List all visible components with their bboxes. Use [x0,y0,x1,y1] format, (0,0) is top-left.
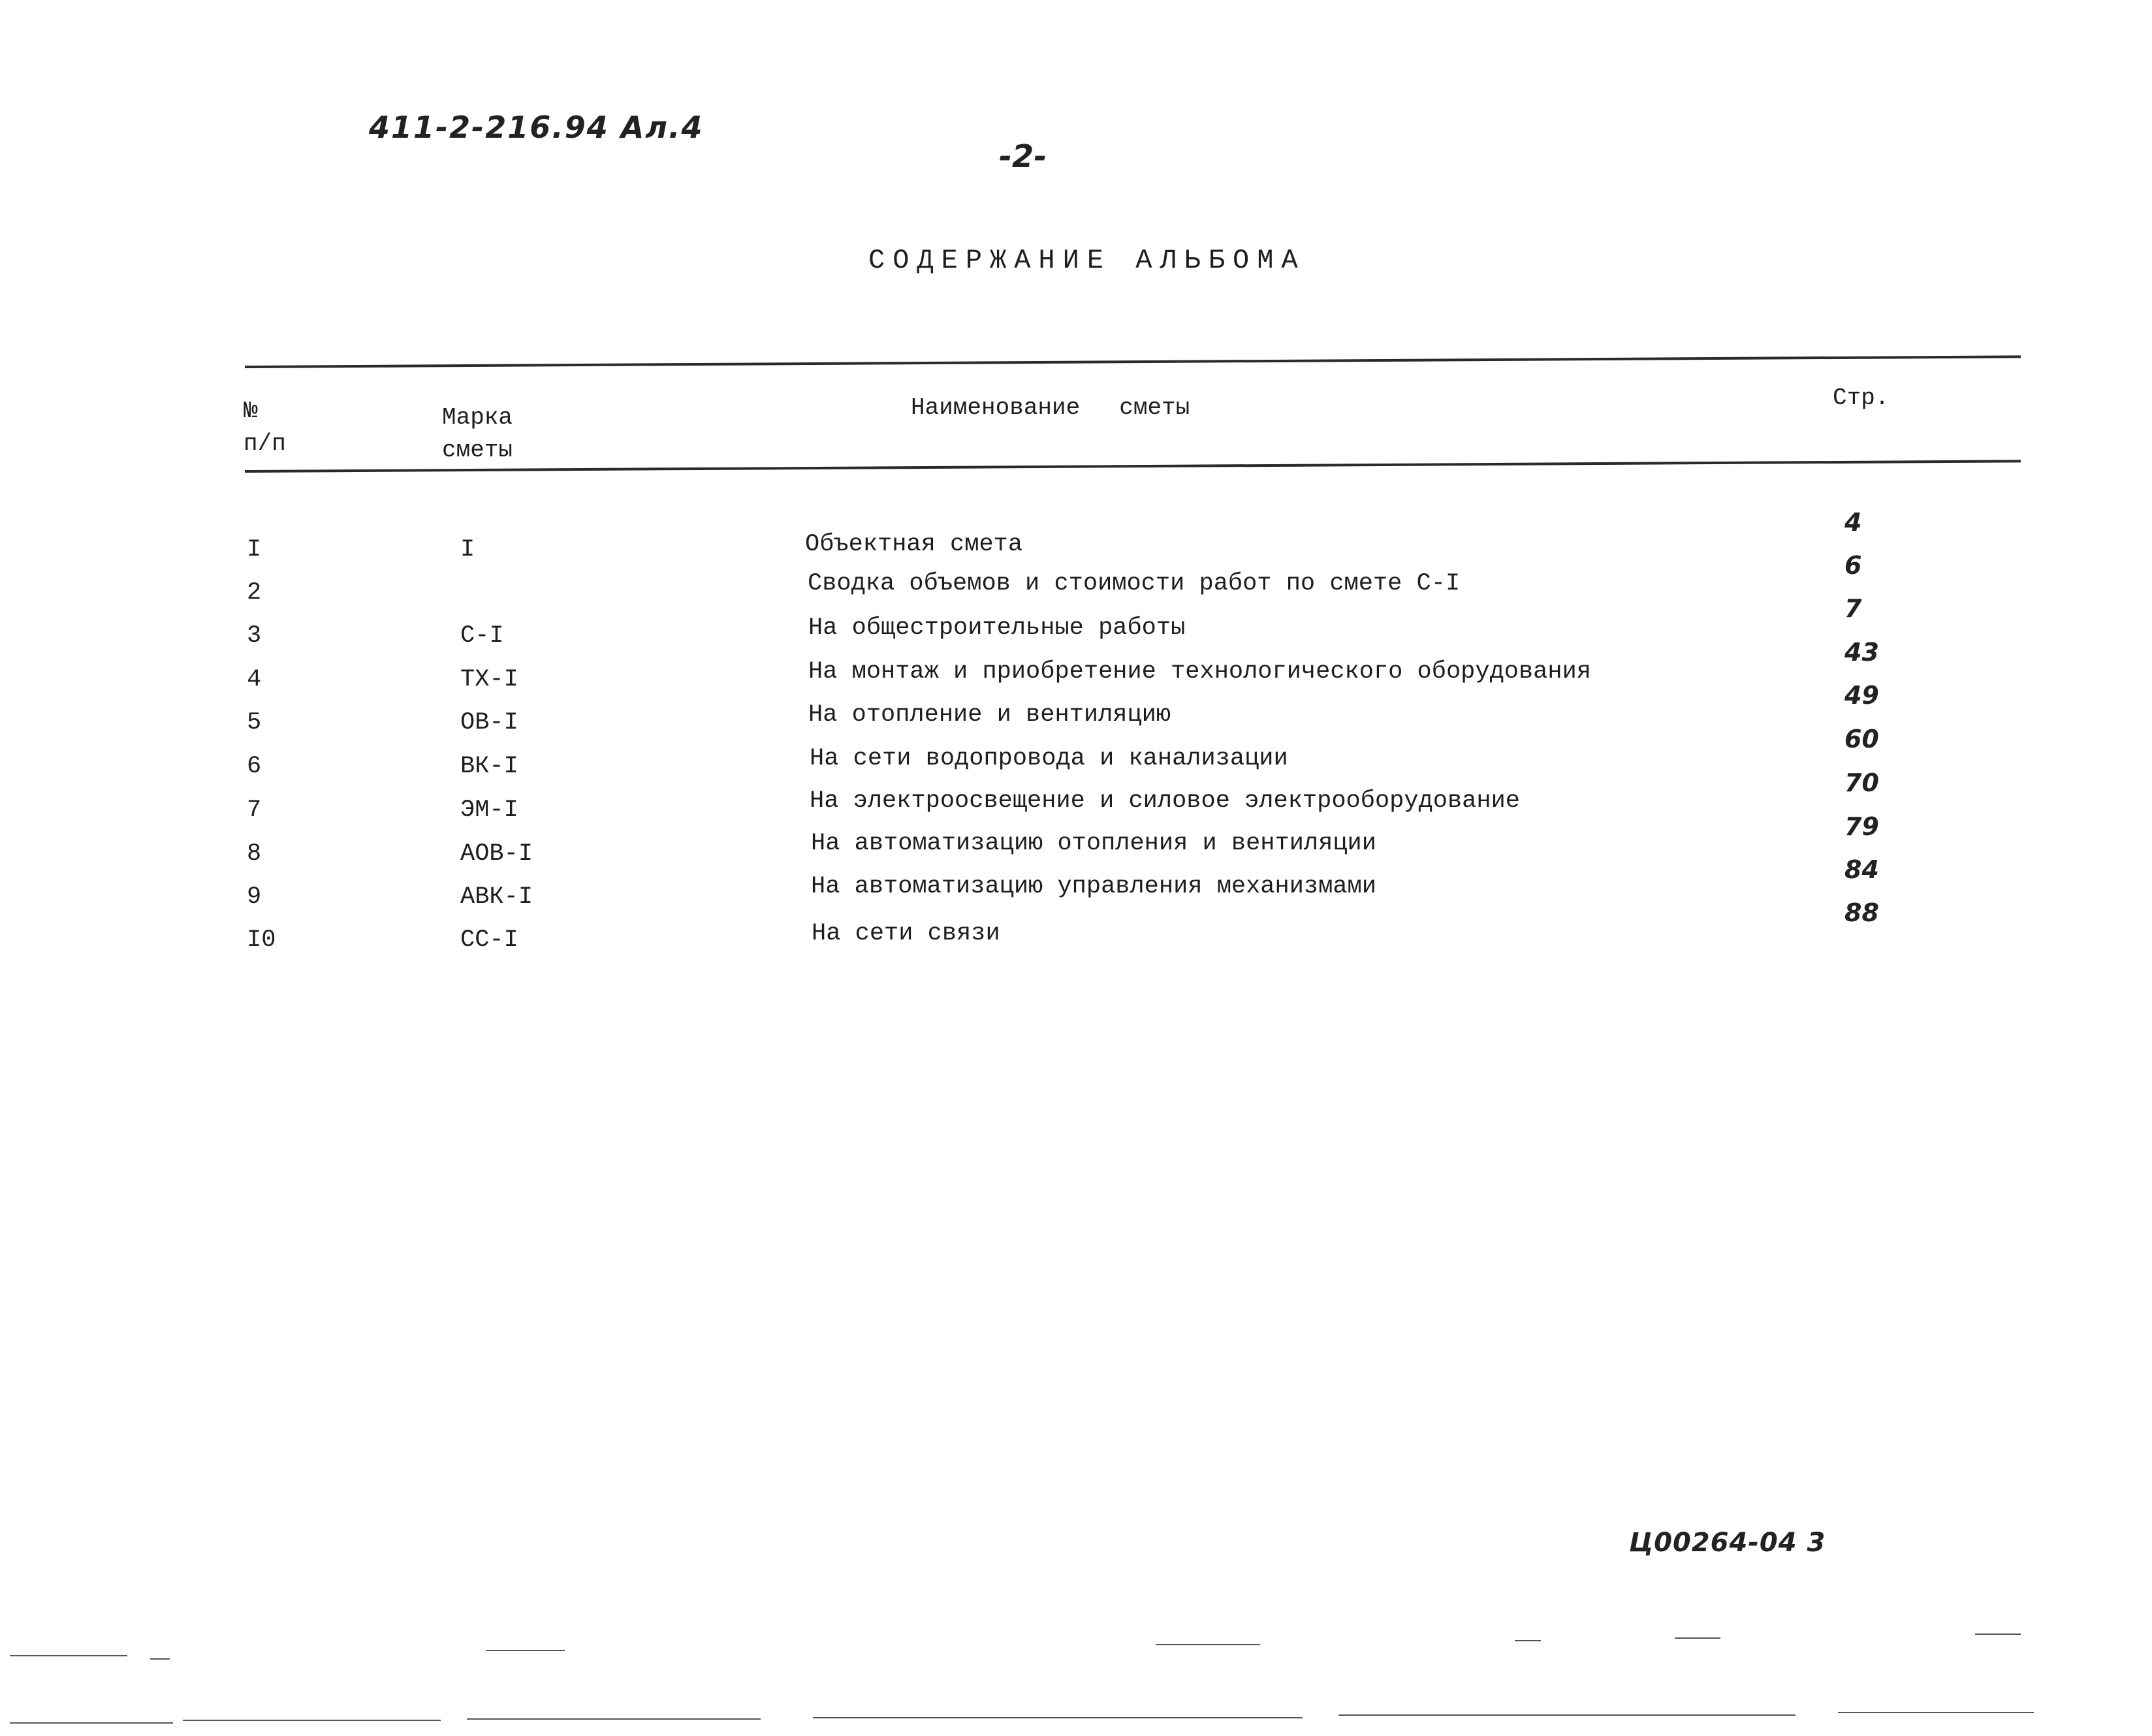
column-header-name-part2: сметы [1119,394,1190,421]
table-row [0,898,2152,966]
column-header-page: Стр. [1833,385,1890,411]
row-name: Сводка объемов и стоимости работ по смете С-I [808,570,1461,597]
row-page: 4 [1844,508,1862,537]
row-page: 7 [1844,594,1862,623]
row-mark: ЭМ-I [460,797,518,824]
row-name: На монтаж и приобретение технологического оборудования [808,658,1591,686]
row-page: 60 [1844,725,1879,753]
footer-stamp-code: Ц00264-04 3 [1629,1528,1826,1558]
row-mark: С-I [460,622,504,650]
row-name: На сети водопровода и канализации [810,745,1288,772]
row-name: На общестроительные работы [808,614,1186,642]
row-page: 70 [1844,768,1879,797]
scan-artifact-line [150,1658,170,1660]
scan-artifact-line [486,1650,565,1651]
column-header-number [244,395,286,460]
row-number: 5 [247,709,262,736]
table-top-rule [245,355,2021,368]
row-number: I [247,536,262,563]
row-mark: АОВ-I [460,840,533,868]
row-number: 7 [247,797,262,824]
row-page: 43 [1844,638,1879,667]
row-name: На отопление и вентиляцию [808,701,1171,729]
row-name: На сети связи [812,920,1000,947]
scan-artifact-line [1675,1637,1720,1639]
scan-artifact-line [1338,1714,1796,1716]
row-mark: АВК-I [460,883,533,911]
row-page: 6 [1844,551,1862,580]
scan-artifact-line [10,1655,127,1656]
document-title: СОДЕРЖАНИЕ АЛЬБОМА [868,245,1306,276]
column-header-name [911,392,1190,424]
scan-artifact-line [467,1718,761,1720]
scan-artifact-line [10,1722,173,1724]
row-name: На автоматизацию отопления и вентиляции [811,830,1376,857]
column-header-mark-line2: сметы [442,437,513,464]
row-page: 79 [1844,812,1879,841]
column-header-mark [442,402,513,467]
scan-artifact-line [183,1720,441,1721]
row-number: 9 [247,883,262,911]
row-number: I0 [247,926,276,954]
scan-artifact-line [1838,1712,2034,1713]
scan-artifact-line [1975,1633,2021,1635]
page-number: -2- [999,138,1047,175]
column-header-name-part1: Наименование [911,394,1081,421]
row-mark: ТХ-I [460,666,518,693]
row-mark: I [460,536,475,563]
row-number: 8 [247,840,262,868]
row-number: 3 [247,622,262,650]
row-number: 6 [247,753,262,780]
scan-artifact-line [1156,1644,1260,1645]
row-number: 2 [247,579,262,607]
column-header-number-line2: п/п [244,430,286,457]
scan-artifact-line [1515,1640,1541,1641]
column-header-number-line1: № [244,398,258,424]
row-mark: ОВ-I [460,709,518,736]
row-mark: СС-I [460,926,518,954]
column-header-mark-line1: Марка [442,404,513,431]
row-name: Объектная смета [805,531,1023,558]
row-mark: ВК-I [460,753,518,780]
row-page: 49 [1844,681,1879,710]
row-name: На электроосвещение и силовое электрооборудование [810,787,1520,815]
row-page: 88 [1844,898,1879,927]
album-code: 411-2-216.94 Ал.4 [369,110,704,145]
row-number: 4 [247,666,262,693]
row-name: На автоматизацию управления механизмами [811,873,1376,900]
table-row [0,855,2152,923]
scan-artifact-line [813,1717,1303,1718]
row-page: 84 [1844,855,1879,884]
